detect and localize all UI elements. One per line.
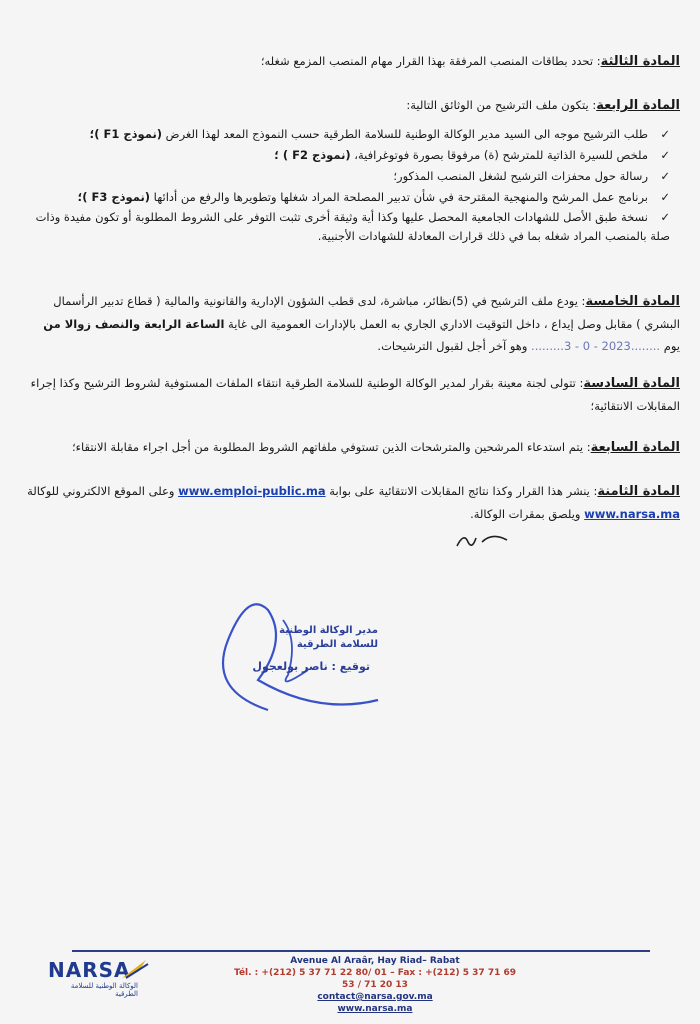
checkmark-icon: ✓ bbox=[660, 210, 670, 224]
footer-divider bbox=[72, 950, 650, 952]
article-8-title: المادة الثامنة bbox=[597, 484, 680, 499]
stamp-title: مدير الوكالة الوطنية للسلامة الطرقية bbox=[279, 625, 378, 650]
article-4-text: : يتكون ملف الترشيح من الوثائق التالية: bbox=[406, 98, 597, 112]
footer-email[interactable]: contact@narsa.gov.ma bbox=[317, 992, 433, 1002]
initials-scribble bbox=[452, 528, 512, 552]
article-3 bbox=[22, 50, 680, 73]
footer-phone: Tél. : +(212) 5 37 71 22 80/ 01 – Fax : +(212) 5 37 71 69 53 / 71 20 13 bbox=[234, 968, 516, 990]
article-4-list bbox=[22, 124, 670, 246]
checkmark-icon: ✓ bbox=[660, 148, 670, 162]
deadline-date: ........2023 - 0 - 3......... bbox=[531, 339, 661, 353]
article-3-title: المادة الثالثة bbox=[600, 54, 680, 69]
footer-contact bbox=[230, 955, 520, 1015]
list-item: ✓طلب الترشيح موجه الى السيد مدير الوكالة الوطنية للسلامة الطرقية حسب النموذج المعد لهذا الغرض (نموذج F1 )؛ bbox=[22, 124, 670, 145]
article-5: المادة الخامسة: يودع ملف الترشيح في (5)نظائر، مباشرة، لدى قطب الشؤون الإدارية والقانونية والمالية ( قطاع تدبير الرأسمال البشري ) مقابل وصل إيداع ، داخل التوقيت الاداري الجاري به العمل بالإدارات العمومية الى غاية الساعة الرابعة والنصف زوالا من يوم ........2023 - 0 - 3......... وهو آخر أجل لقبول الترشيحات. bbox=[43, 294, 680, 353]
signature-name: توقيع : ناصر بولعجول bbox=[252, 660, 370, 673]
list-item: ✓رسالة حول محفزات الترشيح لشغل المنصب المذكور؛ bbox=[22, 166, 670, 187]
logo-swoosh-icon bbox=[120, 958, 150, 980]
checkmark-icon: ✓ bbox=[660, 127, 670, 141]
article-4 bbox=[22, 94, 680, 117]
article-3-text: : تحدد بطاقات المنصب المرفقة بهذا القرار مهام المنصب المزمع شغله؛ bbox=[260, 54, 601, 68]
checkmark-icon: ✓ bbox=[660, 169, 670, 183]
list-item: ✓ملخص للسيرة الذاتية للمترشح (ة) مرفوقا بصورة فوتوغرافية، (نموذج F2 ) ؛ bbox=[22, 145, 670, 166]
article-6-title: المادة السادسة bbox=[583, 376, 680, 391]
checkmark-icon: ✓ bbox=[660, 190, 670, 204]
article-6: المادة السادسة: تتولى لجنة معينة بقرار لمدير الوكالة الوطنية للسلامة الطرقية انتقاء الملفات المستوفية لشروط الترشيح وكذا إجراء المقابلات الانتقائية؛ bbox=[30, 376, 680, 413]
narsa-logo: NARSA الوكالة الوطنية للسلامة الطرقية bbox=[48, 958, 153, 1008]
emploi-public-link[interactable]: www.emploi-public.ma bbox=[178, 484, 326, 498]
narsa-link[interactable]: www.narsa.ma bbox=[584, 507, 680, 521]
article-4-title: المادة الرابعة bbox=[596, 98, 680, 113]
list-item: ✓برنامج عمل المرشح والمنهجية المقترحة في شأن تدبير المصلحة المراد شغلها وتطويرها والرفع من أدائها (نموذج F3 )؛ bbox=[22, 187, 670, 208]
article-7: المادة السابعة: يتم استدعاء المرشحين والمترشحات الذين تستوفي ملفاتهم الشروط المطلوبة من أجل اجراء مقابلة الانتقاء؛ bbox=[71, 440, 680, 455]
article-7-title: المادة السابعة bbox=[590, 440, 680, 455]
list-item: ✓نسخة طبق الأصل للشهادات الجامعية المحصل عليها وكذا أية وثيقة أخرى تثبت التوفر على الشروط المطلوبة أو تكون مفيدة وذات صلة بالمنصب المراد شغله بما في ذلك قرارات المعادلة للشهادات الأجنبية. bbox=[35, 210, 670, 243]
article-5-title: المادة الخامسة bbox=[585, 294, 680, 309]
footer-web[interactable]: www.narsa.ma bbox=[337, 1004, 413, 1014]
footer-address: Avenue Al Araâr, Hay Riad– Rabat bbox=[290, 956, 460, 966]
article-8: المادة الثامنة: ينشر هذا القرار وكذا نتائج المقابلات الانتقائية على بوابة www.emploi-public.ma وعلى الموقع الالكتروني للوكالة www.narsa.ma ويلصق بمقرات الوكالة. bbox=[27, 484, 680, 521]
